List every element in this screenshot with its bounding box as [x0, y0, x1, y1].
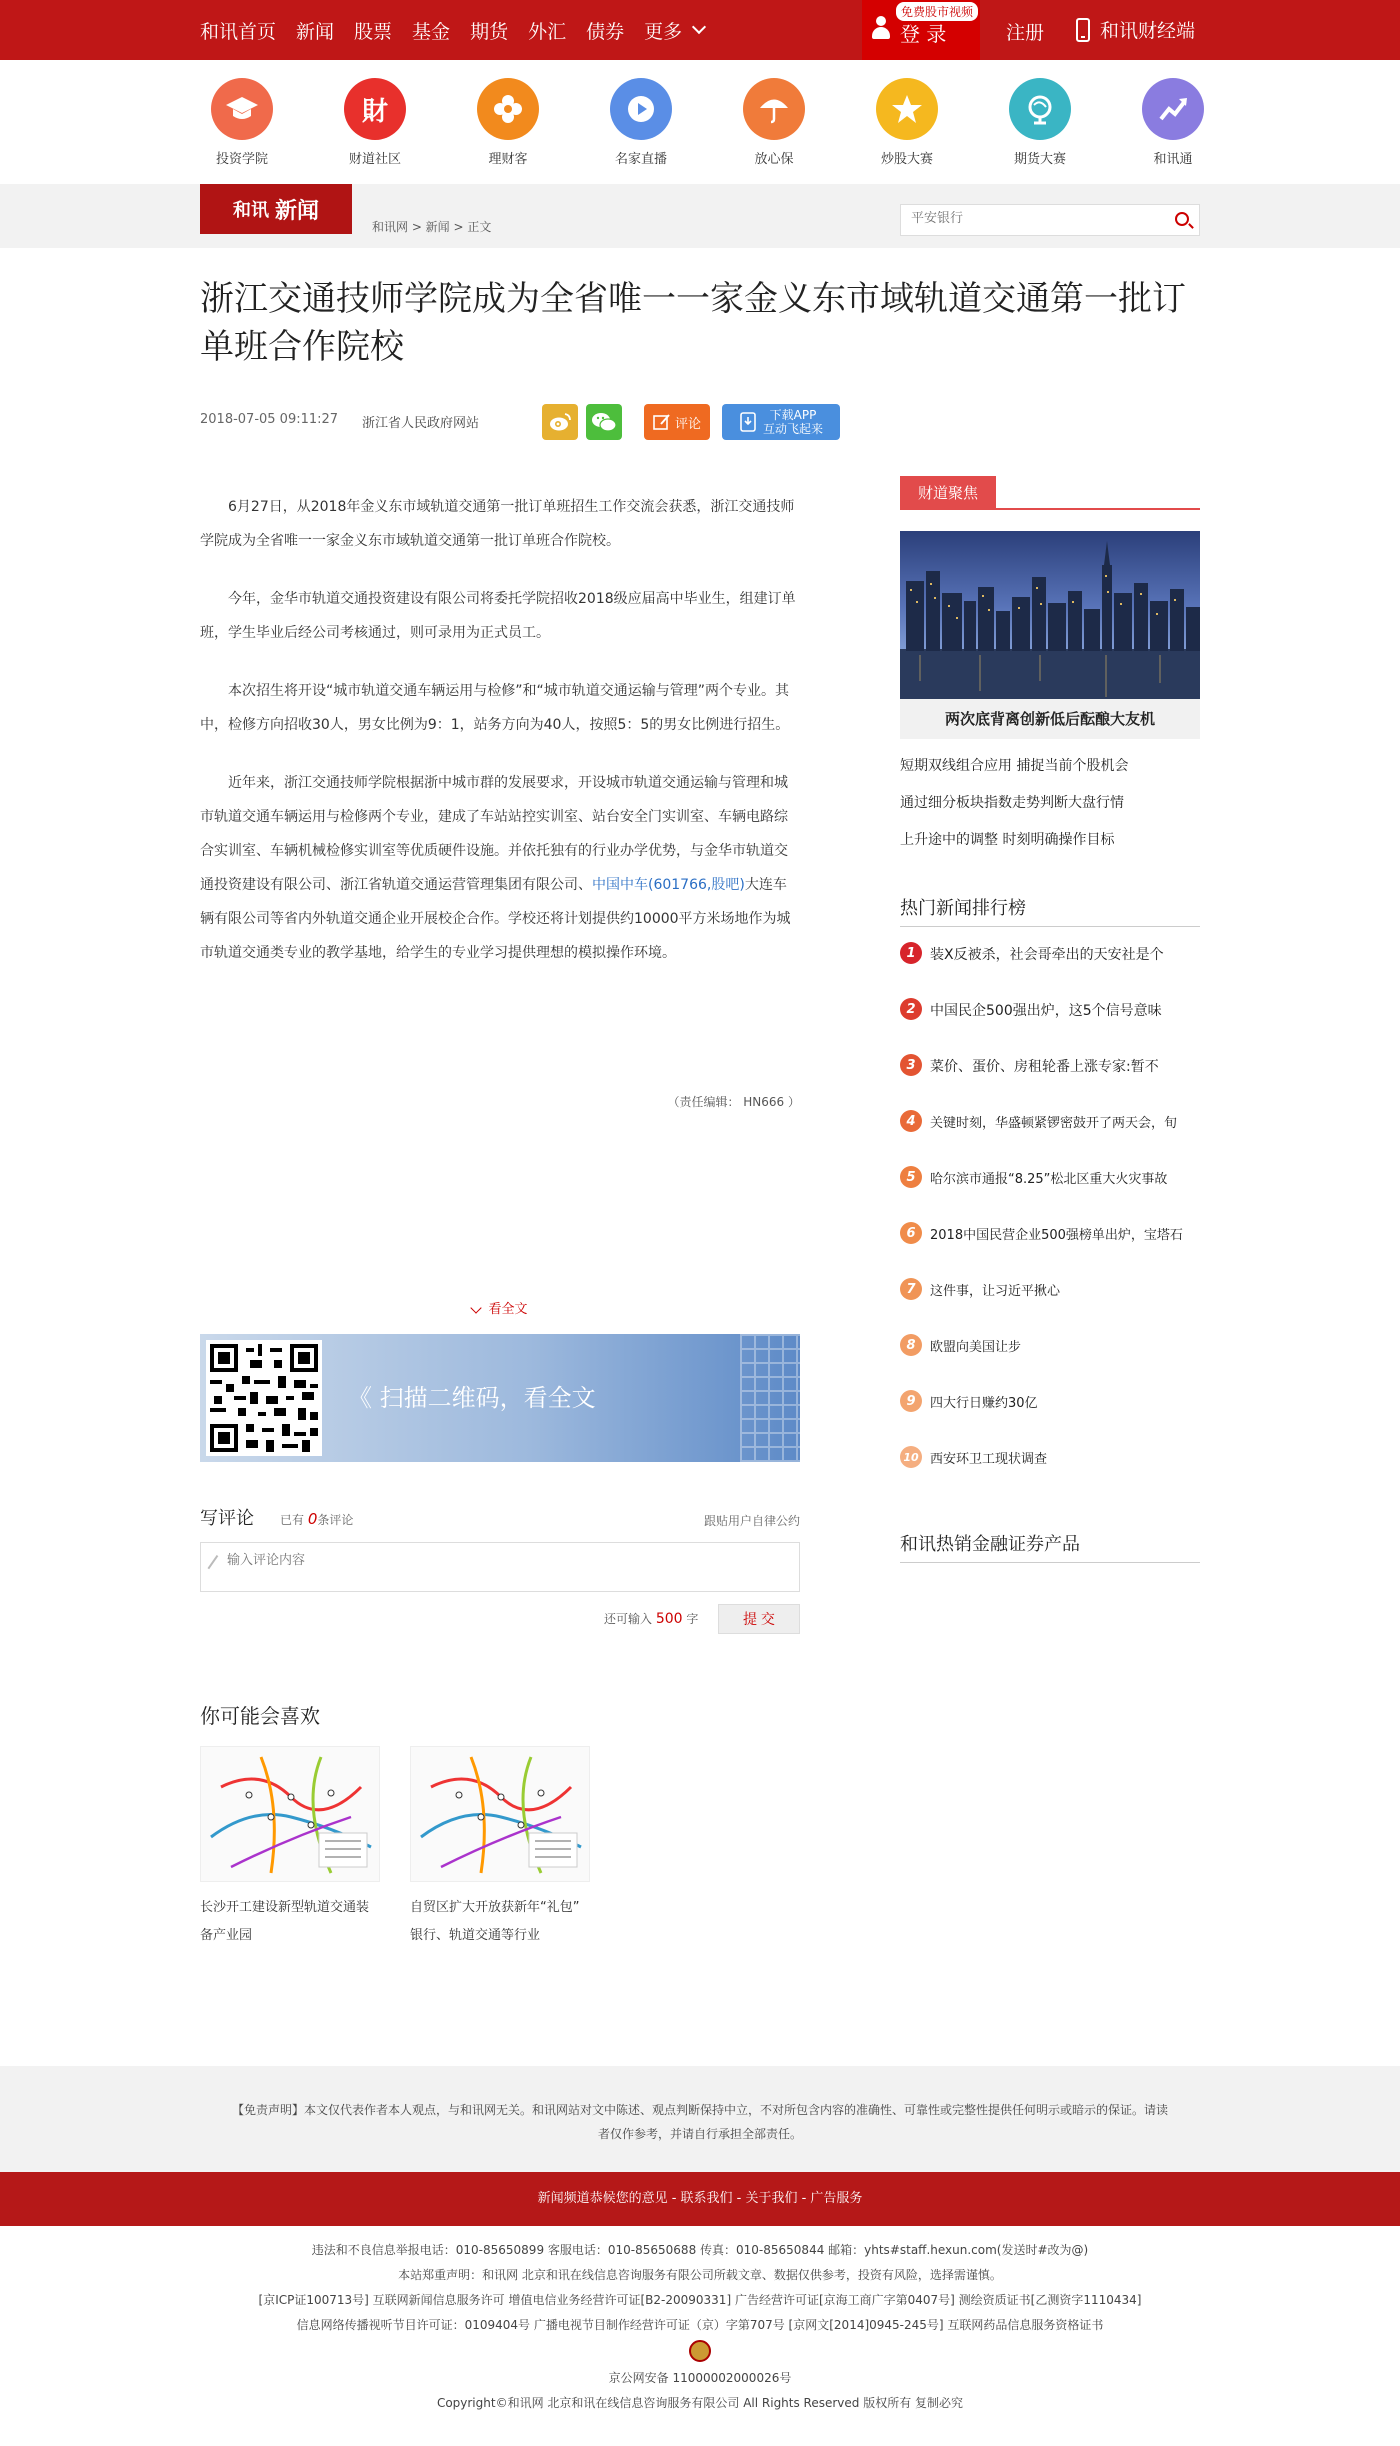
sidebar-focus	[900, 476, 1200, 848]
weibo-share-icon[interactable]	[542, 404, 578, 440]
article-paragraph: 6月27日，从2018年金义东市域轨道交通第一批订单班招生工作交流会获悉，浙江交通技师学院成为全省唯一一家金义东市域轨道交通第一批订单班合作院校。	[200, 499, 795, 549]
download-app-button[interactable]	[722, 404, 840, 440]
qr-code-image	[206, 1340, 322, 1456]
rail-map-thumbnail	[200, 1746, 380, 1882]
focus-link[interactable]: 通过细分板块指数走势判断大盘行情	[900, 795, 1124, 811]
star-icon	[876, 78, 938, 140]
comment-box	[200, 1542, 800, 1592]
hot-news-title: 这件事，让习近平揪心	[930, 1284, 1061, 1299]
app-label: 和讯财经端	[1100, 20, 1196, 42]
main-nav	[200, 0, 724, 60]
hot-news-title: 关键时刻，华盛顿紧锣密鼓开了两天会，旬	[930, 1116, 1178, 1131]
globe-icon	[1009, 78, 1071, 140]
article-source[interactable]: 浙江省人民政府网站	[362, 416, 480, 431]
comment-button[interactable]	[644, 404, 710, 440]
recommend-card[interactable]	[200, 1746, 380, 1950]
recommend-heading: 你可能会喜欢	[200, 1704, 320, 1728]
nav-more-label: 更多	[644, 20, 683, 43]
focus-link[interactable]: 短期双线组合应用 捕捉当前个股机会	[900, 758, 1129, 774]
hot-news-item[interactable]	[900, 998, 1200, 1022]
search-input[interactable]	[911, 211, 1151, 226]
service-futures-contest[interactable]	[1000, 78, 1080, 167]
focus-tag[interactable]: 财道聚焦	[900, 476, 996, 510]
wechat-share-icon[interactable]	[586, 404, 622, 440]
article-title: 浙江交通技师学院成为全省唯一一家金义东市域轨道交通第一批订单班合作院校	[200, 279, 1186, 367]
submit-comment-button[interactable]: 提 交	[718, 1604, 800, 1634]
recommend-caption: 自贸区扩大开放获新年“礼包” 银行、轨道交通等行业	[410, 1900, 580, 1943]
login-label: 登 录	[900, 22, 947, 46]
nav-bonds[interactable]: 债券	[586, 20, 625, 43]
recommend-caption: 长沙开工建设新型轨道交通装备产业园	[200, 1900, 370, 1943]
footer-line: 本站郑重声明：和讯网 北京和讯在线信息咨询服务有限公司所载文章、数据仅供参考，投资有风险，选择需谨慎。	[398, 2268, 1002, 2282]
nav-forex[interactable]: 外汇	[528, 20, 567, 43]
flower-icon	[477, 78, 539, 140]
nav-funds[interactable]: 基金	[412, 20, 451, 43]
register-link[interactable]: 注册	[1006, 22, 1045, 44]
comment-section	[200, 1504, 800, 1627]
breadcrumb[interactable]: 和讯网 > 新闻 > 正文	[372, 220, 492, 234]
read-more-label: 看全文	[488, 1302, 528, 1317]
service-expert-live[interactable]	[601, 78, 681, 167]
edit-icon	[653, 413, 671, 431]
phone-icon	[1076, 18, 1090, 42]
article-paragraph	[200, 766, 800, 970]
nav-news[interactable]: 新闻	[296, 20, 335, 43]
service-label: 理财客	[488, 152, 528, 167]
play-icon	[610, 78, 672, 140]
app-icon	[739, 412, 757, 432]
comment-count-number: 0	[307, 1510, 318, 1528]
user-icon	[872, 16, 890, 40]
char-remaining	[604, 1610, 698, 1627]
hot-news-item[interactable]	[900, 1446, 1200, 1470]
hot-news-item[interactable]	[900, 1222, 1200, 1246]
article-meta	[200, 402, 900, 442]
service-insurance[interactable]	[734, 78, 814, 167]
rank-badge: 5	[900, 1166, 922, 1188]
footer-info	[0, 2238, 1400, 2416]
focus-photo-caption[interactable]: 两次底背离创新低后酝酿大友机	[900, 699, 1200, 739]
hot-news-item[interactable]	[900, 1110, 1200, 1134]
footer-line: 违法和不良信息举报电话：010-85650899 客服电话：010-85650688 传真：010-85650844 邮箱：yhts#staff.hexun.com(发送时#改为@)	[311, 2243, 1089, 2257]
rank-badge: 3	[900, 1054, 922, 1076]
logo-channel: 新闻	[274, 197, 319, 224]
rank-badge: 9	[900, 1390, 922, 1412]
police-emblem-icon	[689, 2340, 711, 2362]
app-download-link[interactable]	[1076, 16, 1195, 43]
search-icon[interactable]	[1175, 212, 1189, 226]
police-emblem-row	[0, 2338, 1400, 2366]
focus-links	[900, 748, 1200, 859]
service-licaike[interactable]	[468, 78, 548, 167]
rank-badge: 2	[900, 998, 922, 1020]
login-promo-badge: 免费股市视频	[896, 2, 978, 21]
logo-brand: 和讯	[232, 200, 269, 221]
paragraph-text: 大连车辆有限公司等省内外轨道交通企业开展校企合作。学校还将计划提供约10000平方米场地作为城市轨道交通类专业的教学基地，给学生的专业学习提供理想的模拟操作环境。	[200, 877, 791, 961]
service-label: 和讯通	[1153, 152, 1193, 167]
footer-links-bar[interactable]: 新闻频道恭候您的意见 - 联系我们 - 关于我们 - 广告服务	[0, 2172, 1400, 2226]
comment-rules-link[interactable]: 跟贴用户自律公约	[703, 1514, 800, 1528]
footer-line: 信息网络传播视听节目许可证：0109404号 广播电视节目制作经营许可证（京）字第707号 [京网文[2014]0945-245号] 互联网药品信息服务资格证书	[296, 2318, 1104, 2332]
comment-button-label: 评论	[674, 416, 701, 432]
comment-input[interactable]	[227, 1549, 787, 1585]
hot-news-heading: 热门新闻排行榜	[900, 894, 1200, 927]
qr-code-banner[interactable]	[200, 1334, 800, 1462]
focus-link[interactable]: 上升途中的调整 时刻明确操作目标	[900, 832, 1115, 848]
rank-badge: 8	[900, 1334, 922, 1356]
article-paragraph: 今年，金华市轨道交通投资建设有限公司将委托学院招收2018级应届高中毕业生，组建订单班，学生毕业后经公司考核通过，则可录用为正式员工。	[200, 591, 796, 641]
comment-count-suffix: 条评论	[317, 1513, 354, 1527]
cai-logo-icon: 財	[344, 78, 406, 140]
hot-news-ranking	[900, 894, 1200, 1467]
recommend-card[interactable]	[410, 1746, 590, 1950]
hot-news-title: 装X反被杀，社会哥牵出的天安社是个	[930, 947, 1164, 963]
remain-suffix: 字	[686, 1612, 699, 1626]
article-body	[200, 490, 800, 994]
hot-products-heading: 和讯热销金融证券产品	[900, 1530, 1200, 1563]
footer-line: Copyright©和讯网 北京和讯在线信息咨询服务有限公司 All Rights Reserved 版权所有 复制必究	[436, 2396, 964, 2410]
nav-more[interactable]	[644, 17, 704, 44]
umbrella-icon	[743, 78, 805, 140]
hot-news-title: 中国民企500强出炉，这5个信号意味	[930, 1003, 1162, 1019]
channel-header	[0, 184, 1400, 248]
service-stock-contest[interactable]	[867, 78, 947, 167]
service-label: 期货大赛	[1013, 152, 1066, 167]
download-line1: 下载APP	[769, 408, 817, 422]
pencil-icon	[207, 1555, 226, 1575]
chevron-down-icon	[692, 20, 706, 34]
comment-heading: 写评论	[200, 1508, 254, 1529]
rail-map-thumbnail	[410, 1746, 590, 1882]
hot-news-title: 哈尔滨市通报“8.25”松北区重大火灾事故	[930, 1172, 1168, 1187]
service-label: 财道社区	[348, 152, 401, 167]
service-hexuntong[interactable]	[1133, 78, 1213, 167]
nav-futures[interactable]: 期货	[470, 20, 509, 43]
hot-news-item[interactable]	[900, 1278, 1200, 1302]
comment-count-prefix: 已有	[280, 1513, 305, 1527]
service-caidao-community[interactable]	[335, 78, 415, 167]
comment-count	[280, 1510, 353, 1528]
top-navbar	[0, 0, 1400, 60]
rank-badge: 4	[900, 1110, 922, 1132]
chevron-down-icon	[471, 1302, 482, 1313]
responsible-editor: （责任编辑： HN666 ）	[667, 1095, 800, 1109]
rank-badge: 10	[900, 1446, 922, 1468]
building-pattern	[740, 1334, 800, 1462]
hexun-news-logo[interactable]	[200, 184, 352, 234]
article-paragraph: 本次招生将开设“城市轨道交通车辆运用与检修”和“城市轨道交通运输与管理”两个专业。其中，检修方向招收30人，男女比例为9：1，站务方向为40人，按照5：5的男女比例进行招生。	[200, 683, 790, 733]
hot-news-item[interactable]	[900, 942, 1200, 966]
hot-news-title: 四大行日赚约30亿	[930, 1396, 1038, 1411]
hot-news-title: 西安环卫工现状调查	[930, 1452, 1048, 1467]
hot-news-item[interactable]	[900, 1390, 1200, 1414]
nav-home[interactable]: 和讯首页	[200, 20, 277, 43]
download-line2: 互动飞起来	[762, 422, 823, 436]
recommend-section	[200, 1700, 800, 1943]
disclaimer-section	[0, 2066, 1400, 2172]
paragraph-text: 近年来，浙江交通技师学院根据浙中城市群的发展要求，开设城市轨道交通运输与管理和城市轨道交通车辆运用与检修两个专业，建成了车站站控实训室、站台安全门实训室、车辆电路综合实训室、车辆机械检修实训室等优质硬件设施。并依托独有的行业办学优势，与金华市轨道交通投资建设有限公司、浙江省轨道交通运营管理集团有限公司、	[200, 775, 788, 893]
search-box	[900, 204, 1200, 236]
publish-date: 2018-07-05 09:11:27	[200, 412, 339, 427]
remain-prefix: 还可输入	[604, 1612, 653, 1626]
hot-news-item[interactable]	[900, 1054, 1200, 1078]
hot-news-item[interactable]	[900, 1166, 1200, 1190]
disclaimer-text: 【免责声明】本文仅代表作者本人观点，与和讯网无关。和讯网站对文中陈述、观点判断保持中立，不对所包含内容的准确性、可靠性或完整性提供任何明示或暗示的保证。请读者仅作参考，并请自行承担全部责任。	[231, 2103, 1168, 2141]
service-icon-bar	[200, 78, 1200, 168]
city-skyline-photo[interactable]	[900, 531, 1200, 699]
focus-tab-bar	[900, 476, 1200, 510]
nav-stocks[interactable]: 股票	[354, 20, 393, 43]
login-button[interactable]	[862, 0, 980, 60]
rank-badge: 7	[900, 1278, 922, 1300]
rank-badge: 6	[900, 1222, 922, 1244]
footer-line: [京ICP证100713号] 互联网新闻信息服务许可 增值电信业务经营许可证[B2-20090331] 广告经营许可证[京海工商广字第0407号] 测绘资质证书[乙测资字1110434]	[258, 2293, 1142, 2307]
hot-news-item[interactable]	[900, 1334, 1200, 1358]
qr-banner-text: 《 扫描二维码，看全文	[348, 1384, 596, 1412]
remain-number: 500	[655, 1611, 683, 1627]
service-label: 名家直播	[614, 152, 667, 167]
rank-badge: 1	[900, 942, 922, 964]
footer-line: 京公网安备 11000002000026号	[608, 2371, 792, 2385]
trend-icon	[1142, 78, 1204, 140]
service-label: 投资学院	[215, 152, 268, 167]
stock-link[interactable]: 中国中车(601766,股吧)	[592, 877, 745, 893]
read-more-link[interactable]	[200, 1298, 800, 1317]
service-investment-school[interactable]	[202, 78, 282, 167]
hot-news-title: 欧盟向美国让步	[930, 1340, 1022, 1355]
service-label: 放心保	[754, 152, 794, 167]
graduation-cap-icon	[211, 78, 273, 140]
hot-news-title: 2018中国民营企业500强榜单出炉，宝塔石	[930, 1228, 1183, 1243]
hot-news-title: 菜价、蛋价、房租轮番上涨专家:暂不	[930, 1059, 1159, 1075]
service-label: 炒股大赛	[880, 152, 933, 167]
